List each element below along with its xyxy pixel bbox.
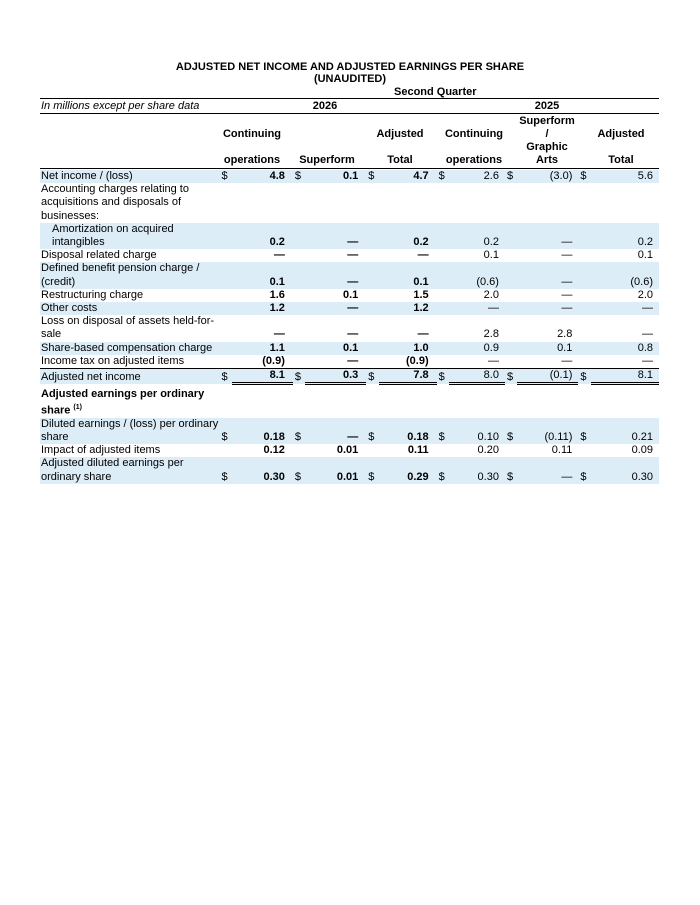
table-row	[40, 170, 659, 183]
currency-symbol	[219, 262, 231, 288]
value-cell: —	[561, 288, 573, 301]
value-cell: 0.1	[342, 288, 359, 301]
value-cell: —	[591, 302, 659, 315]
currency-symbol	[293, 289, 305, 302]
col-continuing2-top: Continuing	[444, 128, 504, 140]
value-cell: —	[305, 262, 366, 288]
currency-symbol	[505, 249, 517, 262]
value-cell: 0.18	[232, 418, 293, 444]
value-cell: —	[449, 302, 505, 315]
currency-symbol	[366, 289, 378, 302]
row-label: Diluted earnings / (loss) per ordinary share	[41, 417, 219, 444]
currency-symbol: $	[437, 170, 449, 183]
table-row	[40, 418, 659, 444]
currency-symbol	[578, 262, 590, 288]
row-label: Defined benefit pension charge / (credit)	[40, 262, 219, 288]
currency-symbol	[578, 444, 590, 457]
year-current: 2026	[312, 100, 338, 112]
units-note: In millions except per share data	[41, 100, 200, 112]
currency-symbol: $	[219, 457, 231, 483]
value-cell: 1.2	[379, 302, 437, 315]
currency-symbol: $	[578, 418, 590, 444]
currency-symbol	[366, 302, 378, 315]
currency-symbol	[578, 183, 590, 223]
currency-symbol: $	[293, 457, 305, 483]
currency-symbol	[219, 302, 231, 315]
table-row	[40, 355, 659, 369]
currency-symbol	[293, 262, 305, 288]
value-cell	[305, 183, 366, 223]
eps-heading	[40, 384, 219, 418]
currency-symbol	[293, 223, 305, 249]
currency-symbol	[366, 315, 378, 341]
row-label: Income tax on adjusted items	[41, 354, 185, 367]
currency-symbol	[293, 315, 305, 341]
value-cell: 4.7	[379, 170, 437, 183]
value-cell: (3.0)	[517, 170, 578, 183]
value-cell: 0.2	[379, 223, 437, 249]
currency-symbol	[293, 249, 305, 262]
currency-symbol	[505, 262, 517, 288]
value-cell: 5.6	[591, 170, 659, 183]
value-cell	[517, 183, 578, 223]
value-cell: 2.6	[449, 170, 505, 183]
currency-symbol	[437, 223, 449, 249]
currency-symbol: $	[293, 418, 305, 444]
currency-symbol: $	[578, 457, 590, 483]
currency-symbol	[293, 355, 305, 369]
currency-symbol	[578, 289, 590, 302]
value-cell: 0.1	[379, 262, 437, 288]
col-superform-graphic-l4: Arts	[535, 154, 558, 166]
value-cell: —	[347, 354, 359, 367]
value-cell: —	[487, 354, 499, 367]
col-superform-graphic-l2: /	[545, 128, 549, 140]
currency-symbol	[366, 355, 378, 369]
currency-symbol	[437, 183, 449, 223]
value-cell: (0.6)	[449, 262, 505, 288]
currency-symbol	[366, 262, 378, 288]
currency-symbol	[578, 342, 590, 355]
currency-symbol: $	[219, 418, 231, 444]
value-cell: —	[305, 302, 366, 315]
currency-symbol	[366, 223, 378, 249]
value-cell: 0.29	[379, 457, 437, 483]
value-cell: 1.2	[232, 302, 293, 315]
currency-symbol	[366, 249, 378, 262]
value-cell: 2.0	[637, 288, 653, 301]
currency-symbol	[366, 183, 378, 223]
value-cell: 0.01	[336, 444, 359, 457]
report-title-line2: (UNAUDITED)	[313, 73, 387, 85]
table-row	[40, 223, 659, 249]
currency-symbol	[437, 289, 449, 302]
value-cell	[232, 183, 293, 223]
value-cell: 2.8	[557, 328, 573, 341]
currency-symbol	[219, 444, 231, 457]
currency-symbol: $	[366, 170, 378, 183]
value-cell: 2.0	[483, 288, 499, 301]
value-cell: 0.1	[483, 249, 499, 262]
currency-symbol: $	[293, 170, 305, 183]
value-cell: —	[517, 262, 578, 288]
value-cell: 1.6	[269, 288, 285, 301]
value-cell: 0.9	[449, 342, 505, 355]
table-row	[40, 444, 659, 457]
currency-symbol	[437, 262, 449, 288]
value-cell: 0.10	[449, 418, 505, 444]
currency-symbol	[578, 315, 590, 341]
value-cell: 0.18	[379, 418, 437, 444]
table-row	[40, 369, 659, 384]
currency-symbol	[293, 302, 305, 315]
value-cell: —	[417, 328, 429, 341]
currency-symbol	[505, 315, 517, 341]
currency-symbol	[578, 249, 590, 262]
currency-symbol	[437, 302, 449, 315]
value-cell: 0.1	[305, 342, 366, 355]
row-label: Amortization on acquired intangibles	[40, 223, 219, 249]
table-row	[40, 342, 659, 355]
value-cell: 0.8	[591, 342, 659, 355]
currency-symbol	[505, 355, 517, 369]
value-cell: (0.6)	[591, 262, 659, 288]
currency-symbol	[505, 302, 517, 315]
year-rule	[40, 113, 659, 114]
value-cell	[449, 183, 505, 223]
value-cell: 1.0	[379, 342, 437, 355]
adjusted-net-income-table	[40, 170, 659, 484]
table-row	[40, 315, 659, 341]
value-cell: 0.3	[305, 369, 366, 384]
value-cell: 0.30	[449, 457, 505, 483]
currency-symbol	[437, 444, 449, 457]
currency-symbol	[578, 302, 590, 315]
value-cell: 7.8	[379, 369, 437, 384]
value-cell: 0.11	[407, 444, 429, 457]
value-cell: 0.2	[591, 223, 659, 249]
currency-symbol	[578, 223, 590, 249]
row-label: Adjusted net income	[40, 369, 219, 384]
currency-symbol: $	[366, 418, 378, 444]
currency-symbol	[578, 355, 590, 369]
value-cell: 0.12	[263, 444, 285, 457]
value-cell: —	[517, 223, 578, 249]
row-label: Share-based compensation charge	[40, 342, 219, 355]
row-label: Accounting charges relating to acquisitions and disposals of businesses:	[41, 183, 189, 222]
col-adjusted2-bottom: Total	[608, 154, 634, 166]
row-label: Restructuring charge	[41, 288, 144, 301]
value-cell	[379, 183, 437, 223]
value-cell: (0.9)	[406, 354, 429, 367]
table-row	[40, 262, 659, 288]
value-cell: 0.11	[551, 444, 573, 457]
value-cell: 0.2	[449, 223, 505, 249]
value-cell: —	[305, 418, 366, 444]
report-title-line1: ADJUSTED NET INCOME AND ADJUSTED EARNINGS PER SHARE	[175, 61, 525, 73]
row-label: Impact of adjusted items	[41, 444, 161, 457]
currency-symbol: $	[366, 369, 378, 384]
spacer	[219, 384, 659, 418]
value-cell: 0.20	[477, 444, 499, 457]
value-cell: 1.5	[413, 288, 429, 301]
row-label: Loss on disposal of assets held-for-sale	[41, 315, 215, 341]
currency-symbol: $	[219, 170, 231, 183]
currency-symbol	[366, 342, 378, 355]
table-row	[40, 183, 659, 223]
value-cell: 8.1	[591, 369, 659, 384]
value-cell: 8.0	[449, 369, 505, 384]
value-cell: 0.21	[591, 418, 659, 444]
value-cell: —	[642, 354, 653, 367]
value-cell: 0.30	[591, 457, 659, 483]
value-cell: 0.2	[232, 223, 293, 249]
col-adjusted-top: Adjusted	[376, 128, 424, 140]
header-top-rule	[40, 98, 659, 99]
currency-symbol: $	[437, 418, 449, 444]
value-cell: 0.01	[305, 457, 366, 483]
currency-symbol	[505, 444, 517, 457]
value-cell: 4.8	[232, 170, 293, 183]
row-label: Disposal related charge	[41, 249, 157, 262]
col-continuing-top: Continuing	[222, 128, 282, 140]
currency-symbol	[505, 223, 517, 249]
value-cell: (0.1)	[517, 369, 578, 384]
currency-symbol	[505, 183, 517, 223]
currency-symbol	[437, 315, 449, 341]
value-cell	[591, 183, 659, 223]
value-cell: 8.1	[232, 369, 293, 384]
value-cell: —	[417, 249, 429, 262]
footnote-mark: (1)	[73, 403, 82, 411]
value-cell: 2.8	[483, 328, 499, 341]
value-cell: 0.1	[637, 249, 653, 262]
value-cell: 1.1	[232, 342, 293, 355]
col-adjusted-bottom: Total	[387, 154, 413, 166]
value-cell: —	[642, 328, 653, 341]
eps-heading-text: Adjusted earnings per ordinary share	[41, 387, 205, 417]
value-cell: —	[347, 328, 359, 341]
value-cell: —	[305, 223, 366, 249]
currency-symbol	[437, 342, 449, 355]
value-cell: —	[561, 354, 573, 367]
table-row	[40, 457, 659, 483]
header-bottom-rule	[40, 168, 659, 169]
year-prior: 2025	[534, 100, 560, 112]
table-row	[40, 249, 659, 262]
currency-symbol: $	[293, 369, 305, 384]
row-label: Other costs	[40, 302, 219, 315]
row-label: Net income / (loss)	[40, 170, 219, 183]
currency-symbol	[293, 444, 305, 457]
value-cell: —	[517, 457, 578, 483]
row-label: Adjusted diluted earnings per ordinary share	[40, 457, 219, 483]
col-adjusted2-top: Adjusted	[597, 128, 645, 140]
currency-symbol: $	[366, 457, 378, 483]
col-continuing-bottom: operations	[223, 154, 281, 166]
value-cell: —	[561, 249, 573, 262]
currency-symbol: $	[437, 369, 449, 384]
currency-symbol	[366, 444, 378, 457]
currency-symbol: $	[578, 170, 590, 183]
currency-symbol: $	[505, 170, 517, 183]
currency-symbol: $	[505, 418, 517, 444]
currency-symbol	[505, 342, 517, 355]
currency-symbol	[219, 315, 231, 341]
currency-symbol: $	[219, 369, 231, 384]
currency-symbol: $	[505, 369, 517, 384]
table-row	[40, 302, 659, 315]
currency-symbol	[505, 289, 517, 302]
value-cell: 0.1	[517, 342, 578, 355]
col-superform-graphic-l1: Superform	[519, 115, 575, 127]
value-cell: —	[273, 328, 285, 341]
value-cell: —	[347, 249, 359, 262]
currency-symbol	[219, 289, 231, 302]
currency-symbol: $	[437, 457, 449, 483]
value-cell: —	[517, 302, 578, 315]
value-cell: (0.11)	[517, 418, 578, 444]
period-label: Second Quarter	[394, 86, 477, 98]
table-row	[40, 289, 659, 302]
currency-symbol: $	[505, 457, 517, 483]
table-body	[40, 170, 659, 484]
currency-symbol	[219, 342, 231, 355]
value-cell: —	[273, 249, 285, 262]
value-cell: 0.1	[305, 170, 366, 183]
currency-symbol: $	[578, 369, 590, 384]
currency-symbol	[293, 183, 305, 223]
currency-symbol	[437, 355, 449, 369]
col-continuing2-bottom: operations	[445, 154, 503, 166]
col-superform: Superform	[299, 154, 355, 166]
currency-symbol	[219, 249, 231, 262]
currency-symbol	[219, 223, 231, 249]
currency-symbol	[293, 342, 305, 355]
currency-symbol	[219, 183, 231, 223]
value-cell: 0.30	[232, 457, 293, 483]
value-cell: 0.1	[232, 262, 293, 288]
currency-symbol	[437, 249, 449, 262]
col-superform-graphic-l3: Graphic	[526, 141, 568, 153]
currency-symbol	[219, 355, 231, 369]
value-cell: (0.9)	[262, 354, 285, 367]
eps-heading-row	[40, 384, 659, 418]
value-cell: 0.09	[631, 444, 653, 457]
